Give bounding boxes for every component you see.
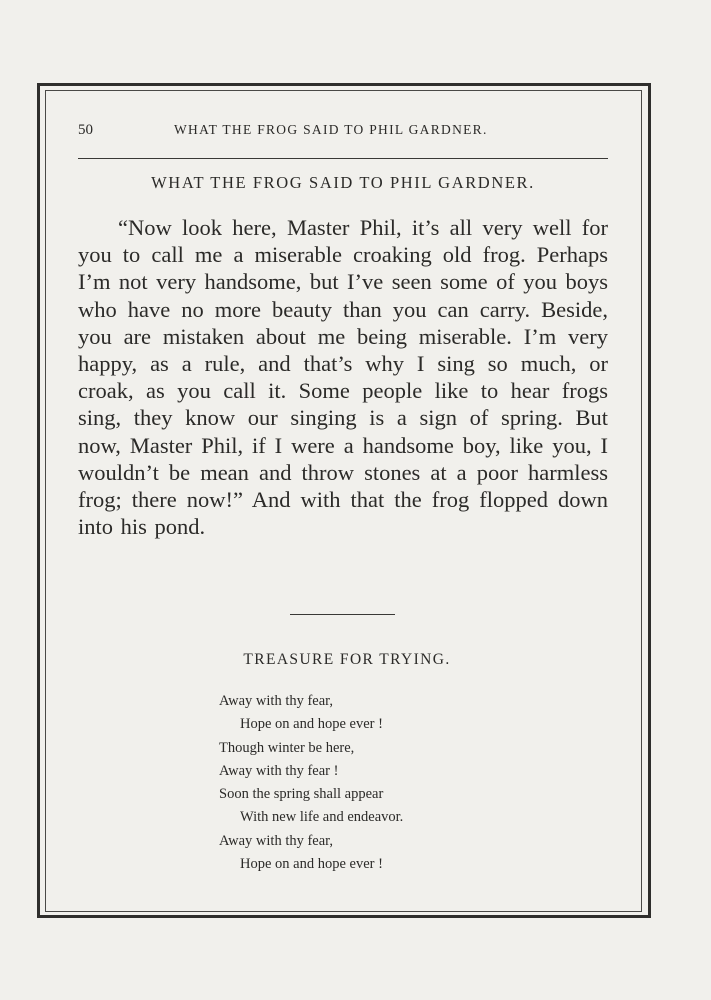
running-head — [78, 122, 610, 142]
poem-line: Away with thy fear, — [219, 693, 334, 709]
poem-line: Soon the spring shall appear — [219, 786, 384, 803]
poem-line: Hope on and hope ever ! — [240, 716, 383, 733]
poem-line: Away with thy fear, — [219, 832, 334, 849]
poem-line: Away with thy fear ! — [219, 762, 339, 779]
poem-line: With new life and endeavor. — [240, 809, 404, 826]
section-divider — [290, 614, 395, 615]
poem-title: TREASURE FOR TRYING. — [243, 651, 451, 668]
header-divider — [78, 158, 608, 159]
story-paragraph: “Now look here, Master Phil, it’s all very well for you to call me a miserable croaking old frog. Perhaps I’m not very handsome, but I’ve seen some of you boys who have no more beauty than you can carry. Beside, you are mistaken about me being miserable. I’m very happy, as a rule, and that’s why I sing so much, or croak, as you call it. Some people like to hear frogs sing, they know our singing is a sign of spring. But now, Master Phil, if I were a handsome boy, like you, I wouldn’t be mean and throw stones at a poor harmless frog; there now!” And with that the frog flopped down into his pond. — [78, 215, 608, 540]
poem-line: Though winter be here, — [219, 739, 355, 756]
poem-line: Hope on and hope ever ! — [240, 856, 383, 873]
page-number: 50 — [78, 122, 93, 138]
running-title: WHAT THE FROG SAID TO PHIL GARDNER. — [174, 122, 488, 137]
article-title: WHAT THE FROG SAID TO PHIL GARDNER. — [151, 173, 535, 192]
poem — [219, 690, 539, 876]
